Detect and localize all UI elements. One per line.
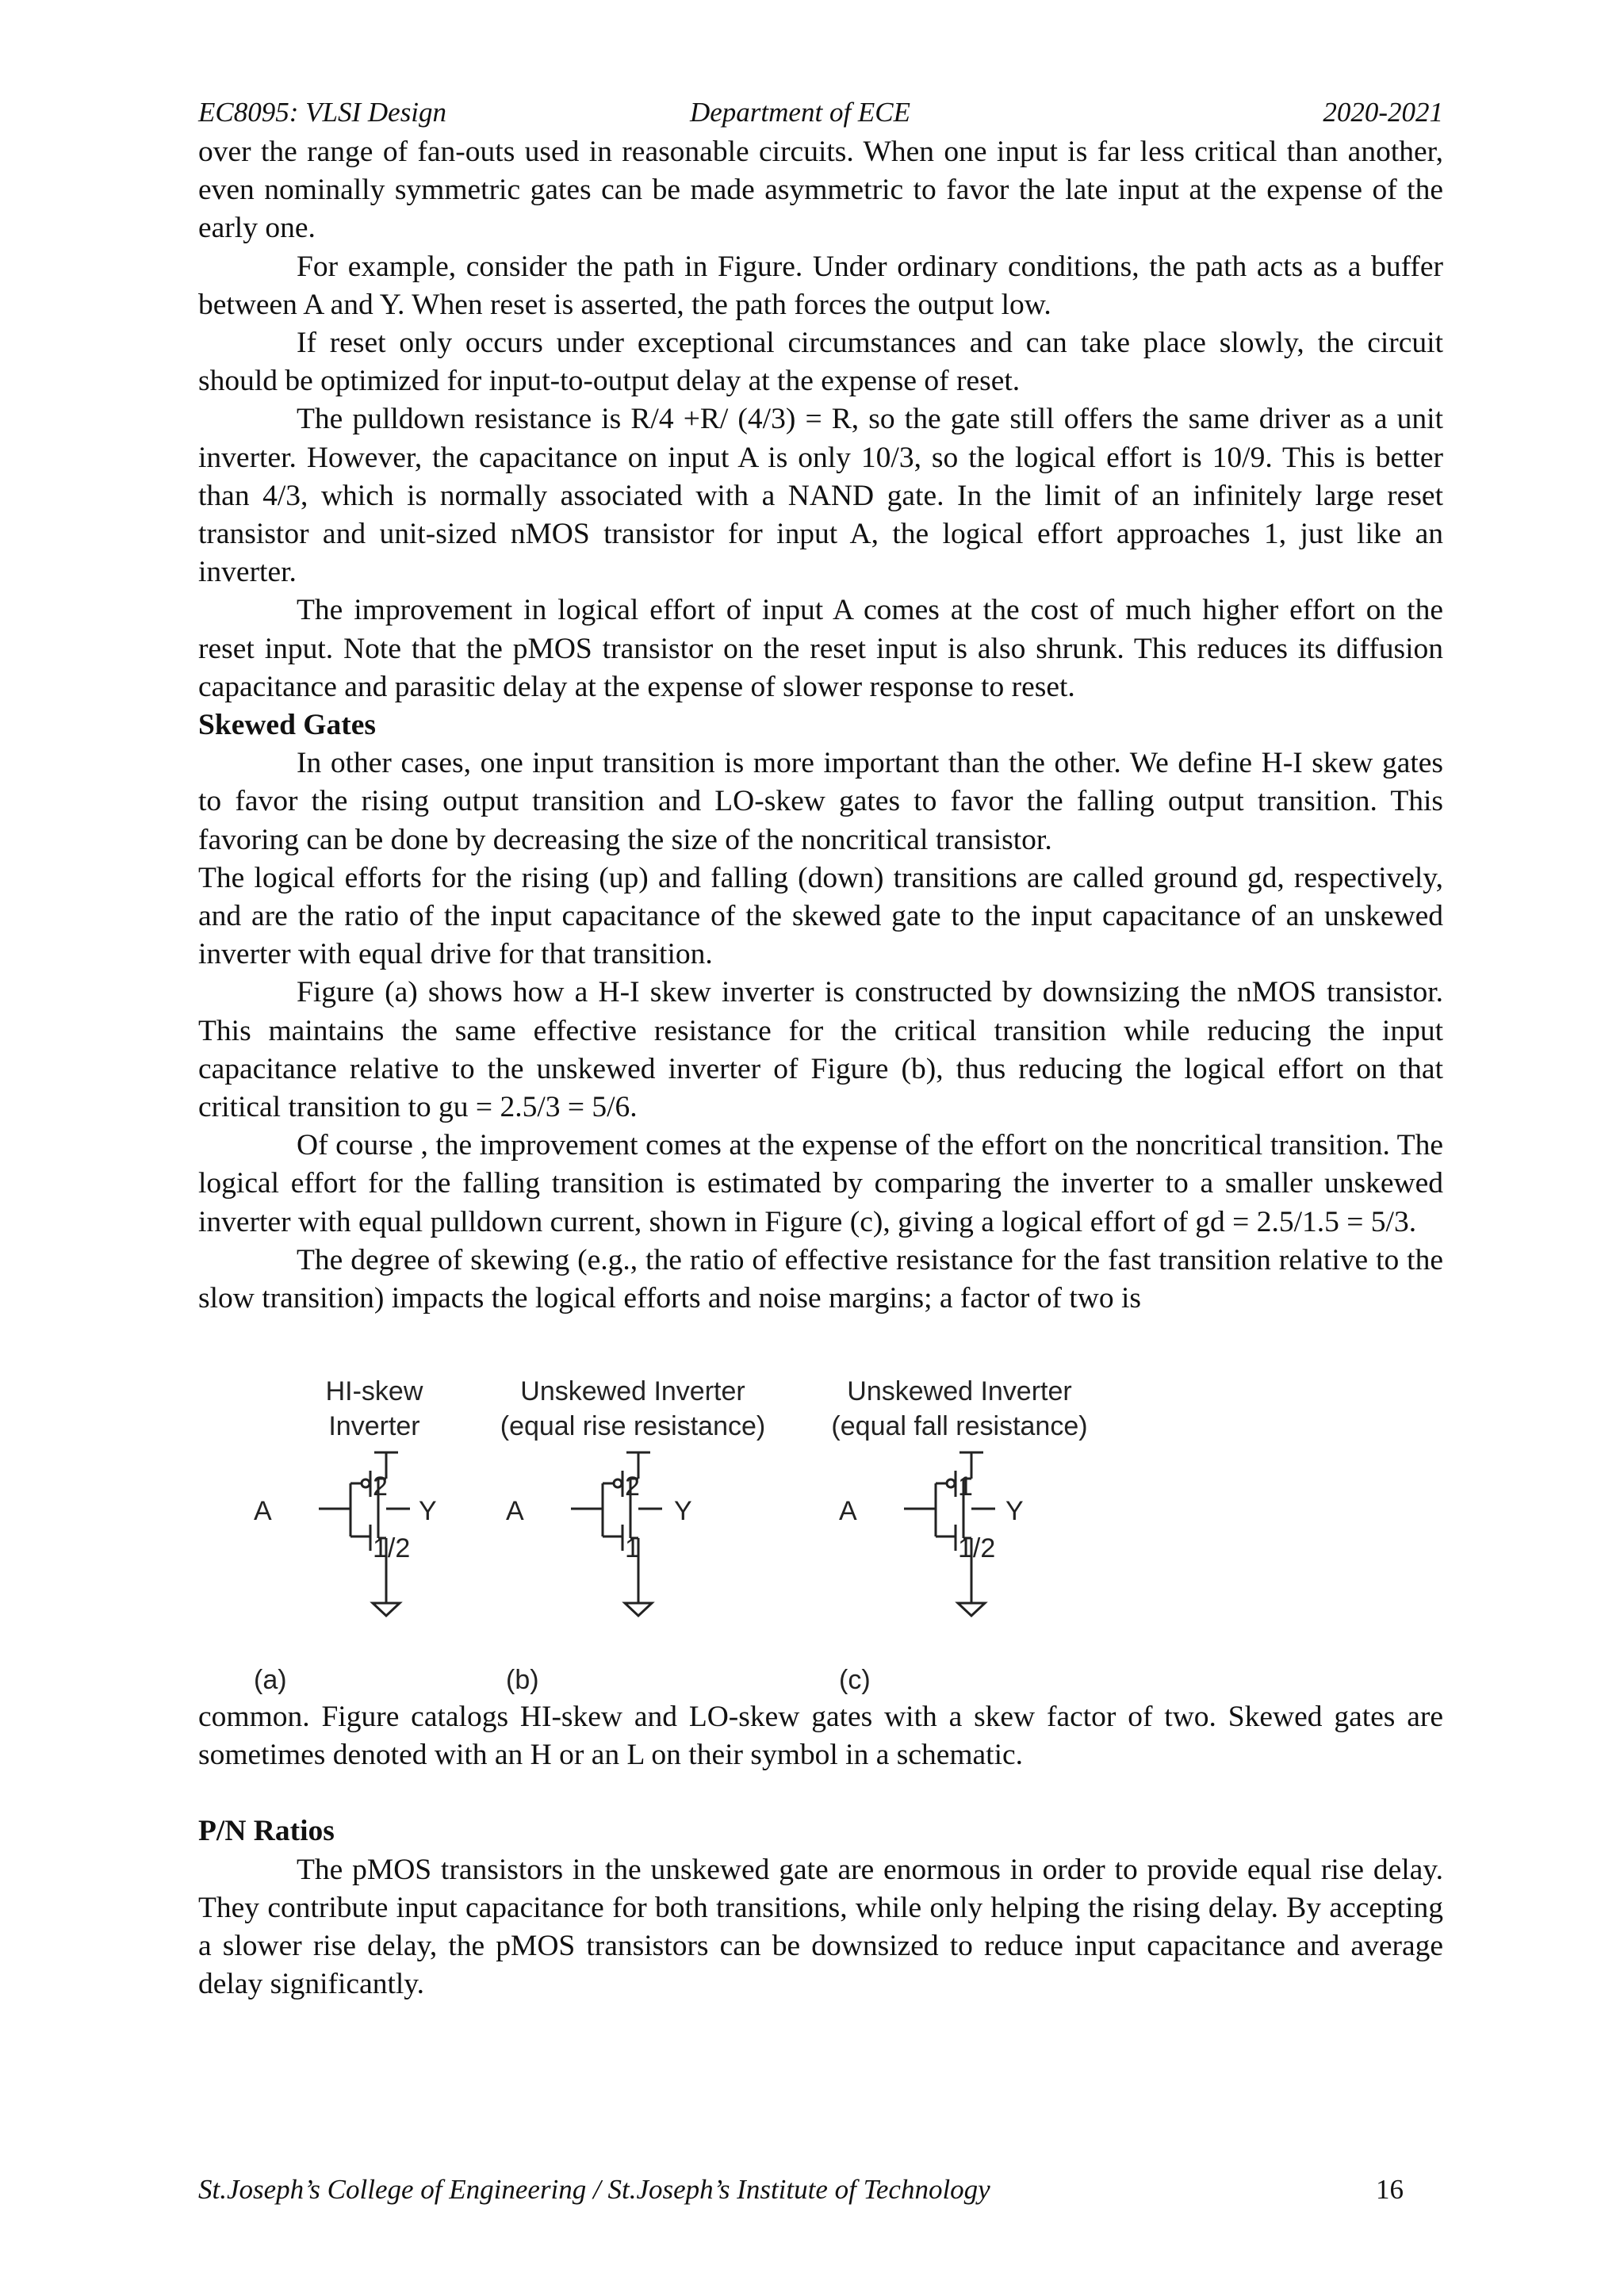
paragraph: The pulldown resistance is R/4 +R/ (4/3) = R, so the gate still offers the same driver as a unit inverter. However, the capacitance on input A is only 10/3, so the logical effort is 10/9. This is better than 4/3, which is normally associated with a NAND gate. In the limit of an infinitely large reset transistor and unit-sized nMOS transistor for input A, the logical effort approaches 1, just like an inverter.: [198, 403, 1443, 589]
inverter-b-pmos-size: 2: [625, 1471, 640, 1502]
inverter-a-subtitle: Inverter: [328, 1411, 420, 1441]
footer-institution: St.Joseph’s College of Engineering / St.Joseph’s Institute of Technology: [198, 2174, 990, 2205]
inverter-c-input: A: [839, 1496, 857, 1526]
inverter-b-subtitle: (equal rise resistance): [500, 1411, 766, 1441]
paragraph: common. Figure catalogs HI-skew and LO-skew gates with a skew factor of two. Skewed gates are sometimes denoted with an H or an L on their symbol in a schematic.: [198, 1701, 1443, 1772]
paragraph: If reset only occurs under exceptional circumstances and can take place slowly, the circuit should be optimized for input-to-output delay at the expense of reset.: [198, 327, 1443, 398]
paragraph: The degree of skewing (e.g., the ratio of effective resistance for the fast transition relative to the slow transition) impacts the logical efforts and noise margins; a factor of two is: [198, 1243, 1443, 1315]
inverter-b-tag: (b): [506, 1665, 539, 1695]
paragraph: Figure (a) shows how a H-I skew inverter is constructed by downsizing the nMOS transistor. This maintains the same effective resistance for the critical transition while reducing the input capacitance relative to the unskewed inverter of Figure (b), thus reducing the logical effort on that critical transition to gu = 2.5/3 = 5/6.: [198, 976, 1443, 1124]
inverter-c-subtitle: (equal fall resistance): [831, 1411, 1088, 1441]
inverter-a-output: Y: [419, 1496, 437, 1526]
inverter-c-pmos-size: 1: [958, 1471, 973, 1502]
inverter-a-nmos-size: 1/2: [373, 1533, 411, 1563]
header-course: EC8095: VLSI Design: [198, 97, 447, 128]
inverter-c-tag: (c): [839, 1665, 871, 1695]
inverter-b-circuit: [571, 1452, 662, 1616]
spacer: [198, 1774, 1443, 1812]
body-text-top: [198, 133, 1443, 1318]
inverter-schematics: [198, 1372, 1150, 1705]
body-text-bottom: [198, 1698, 1443, 2003]
inverter-c-nmos-size: 1/2: [958, 1533, 996, 1563]
inverter-a-title: HI-skew: [325, 1376, 423, 1406]
inverter-c-output: Y: [1005, 1496, 1024, 1526]
page-number: 16: [1376, 2174, 1404, 2205]
inverter-figure: [198, 1372, 1150, 1705]
header-department: Department of ECE: [690, 97, 911, 128]
paragraph: The pMOS transistors in the unskewed gate are enormous in order to provide equal rise delay. They contribute input capacitance for both transitions, while only helping the rising delay. By accepting a slower rise delay, the pMOS transistors can be downsized to reduce input capacitance and average delay significantly.: [198, 1853, 1443, 2001]
inverter-b-nmos-size: 1: [625, 1533, 640, 1563]
page-footer: [198, 2174, 1404, 2214]
paragraph: The logical efforts for the rising (up) and falling (down) transitions are called ground gd, respectively, and are the ratio of the input capacitance of the skewed gate to the input capacitance of an unskewed inverter with equal drive for that transition.: [198, 861, 1443, 971]
paragraph: For example, consider the path in Figure. Under ordinary conditions, the path acts as a buffer between A and Y. When reset is asserted, the path forces the output low.: [198, 250, 1443, 321]
paragraph: In other cases, one input transition is more important than the other. We define H-I skew gates to favor the rising output transition and LO-skew gates to favor the falling output transition. This favoring can be done by decreasing the size of the noncritical transistor.: [198, 747, 1443, 856]
header-year: 2020-2021: [1323, 97, 1443, 128]
inverter-c-title: Unskewed Inverter: [847, 1376, 1072, 1406]
paragraph: The improvement in logical effort of input A comes at the cost of much higher effort on the reset input. Note that the pMOS transistor on the reset input is also shrunk. This reduces its diffusion capacitance and parasitic delay at the expense of slower response to reset.: [198, 594, 1443, 703]
paragraph: Of course , the improvement comes at the expense of the effort on the noncritical transition. The logical effort for the falling transition is estimated by comparing the inverter to a smaller unskewed inverter with equal pulldown current, shown in Figure (c), giving a logical effort of gd = 2.5/1.5 = 5/3.: [198, 1129, 1443, 1238]
section-heading-skewed-gates: Skewed Gates: [198, 709, 376, 742]
inverter-b-title: Unskewed Inverter: [520, 1376, 745, 1406]
page-header: [198, 97, 1443, 136]
section-heading-pn-ratios: P/N Ratios: [198, 1815, 335, 1848]
inverter-a-input: A: [254, 1496, 272, 1526]
inverter-a-pmos-size: 2: [373, 1471, 388, 1502]
inverter-b-input: A: [506, 1496, 524, 1526]
inverter-b-output: Y: [674, 1496, 692, 1526]
inverter-a-tag: (a): [254, 1665, 287, 1695]
paragraph: over the range of fan-outs used in reasonable circuits. When one input is far less critical than another, even nominally symmetric gates can be made asymmetric to favor the late input at the expense of the early one.: [198, 136, 1443, 245]
